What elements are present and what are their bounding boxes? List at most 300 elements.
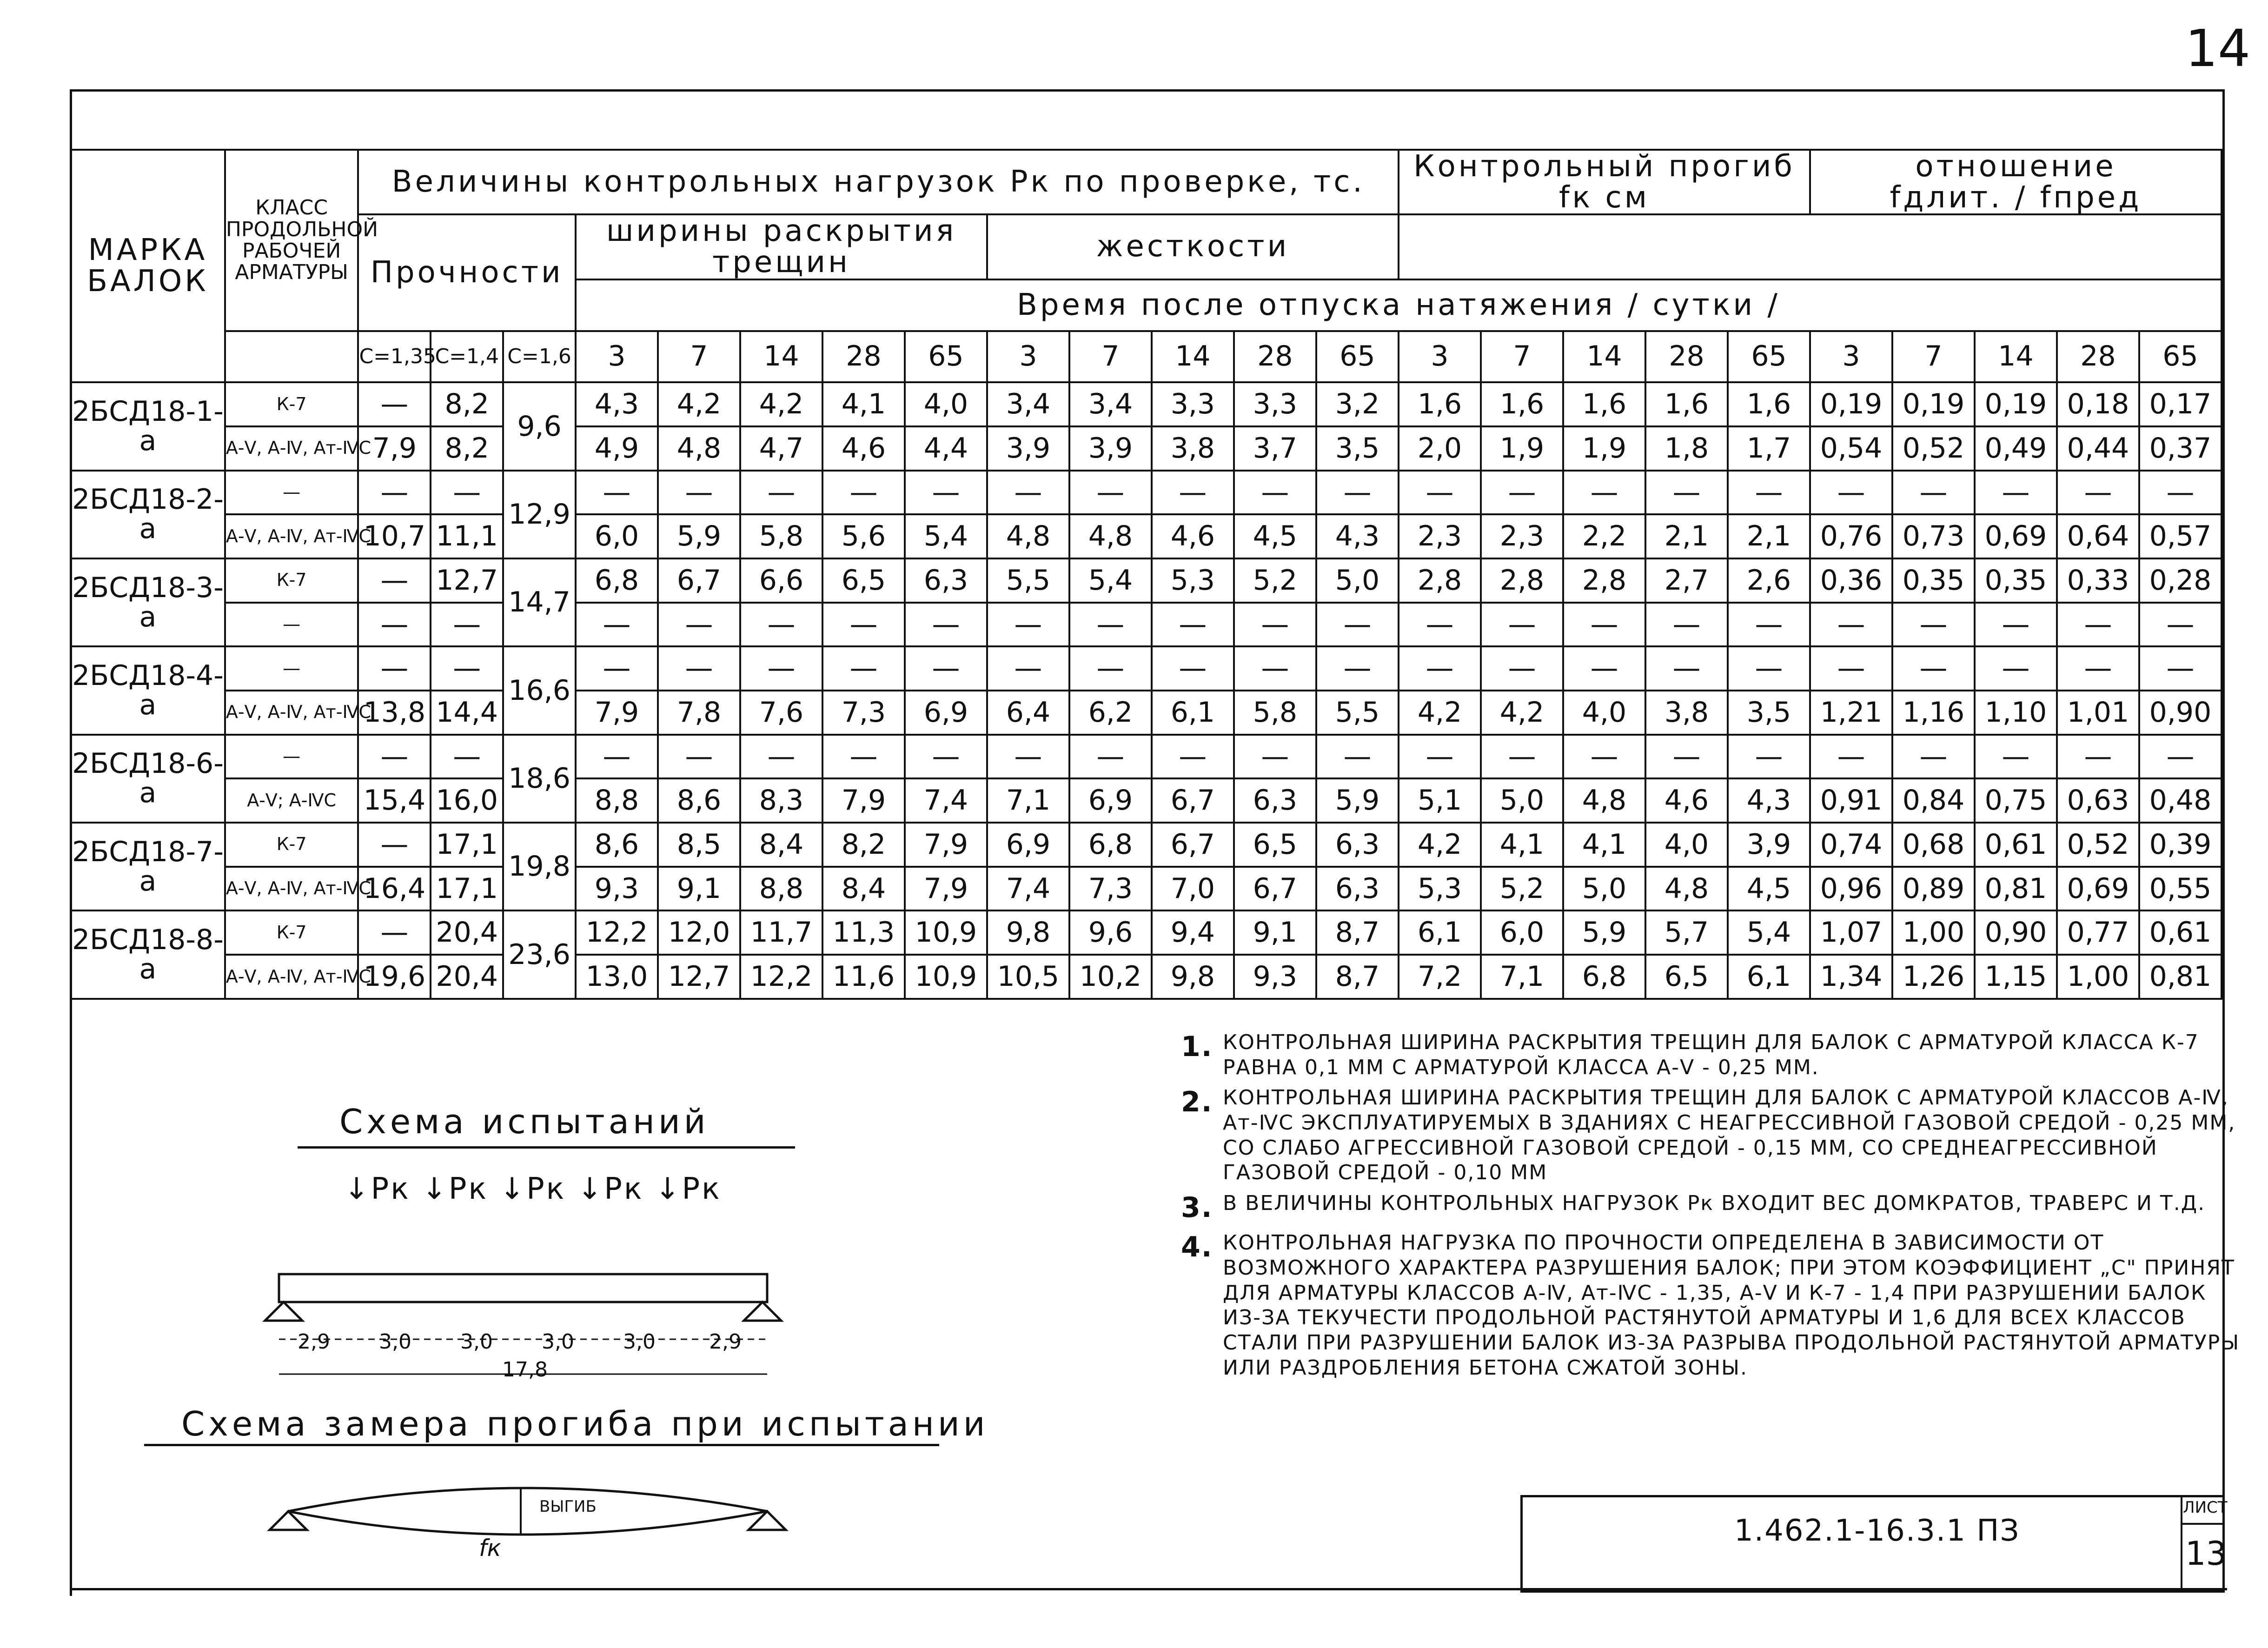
value-crack: 6,9 [905,691,987,735]
value-ratio: 0,55 [2139,867,2222,911]
header-day-defl: 3 [1399,331,1481,383]
table-row [71,910,2222,955]
strength-c14: 8,2 [431,382,503,426]
strength-c135: 19,6 [358,955,431,999]
value-stiff: 3,7 [1234,426,1316,471]
value-crack: 7,9 [822,778,905,823]
value-ratio: 0,64 [2057,514,2139,558]
strength-c14: — [431,471,503,515]
value-defl: 4,0 [1645,823,1728,867]
value-stiff: 3,3 [1152,382,1234,426]
value-stiff: 3,4 [987,382,1069,426]
strength-c135: — [358,382,431,426]
deflection-diagram [251,1474,809,1567]
value-defl: 5,4 [1728,910,1810,955]
strength-c16: 9,6 [503,382,576,470]
value-stiff: — [987,735,1069,779]
header-day-ratio: 65 [2139,331,2222,383]
value-crack: — [658,471,740,515]
value-stiff: 9,8 [987,910,1069,955]
strength-c14: — [431,646,503,691]
strength-c135: 10,7 [358,514,431,558]
value-ratio: 0,75 [1975,778,2057,823]
value-defl: 5,3 [1399,867,1481,911]
value-crack: 4,2 [658,382,740,426]
table-row [71,646,2222,691]
value-stiff: 4,5 [1234,514,1316,558]
value-crack: 6,5 [822,558,905,603]
value-defl: 7,1 [1481,955,1563,999]
table-row [71,778,2222,823]
value-defl: 2,7 [1645,558,1728,603]
reinforcement-class: А-Ⅴ, А-Ⅳ, Ат-ⅣС [225,691,358,735]
value-crack: 12,7 [658,955,740,999]
fk-label: fк [479,1535,501,1562]
header-day-crack: 14 [740,331,822,383]
value-defl: — [1563,735,1645,779]
value-crack: 4,8 [658,426,740,471]
value-ratio: 0,69 [2057,867,2139,911]
strength-c135: — [358,910,431,955]
value-crack: 11,3 [822,910,905,955]
value-defl: — [1563,603,1645,647]
value-stiff: 9,4 [1152,910,1234,955]
value-stiff: 6,4 [987,691,1069,735]
value-crack: 5,6 [822,514,905,558]
deflection-scheme-title: Схема замера прогиба при испытании [181,1404,989,1443]
strength-c16: 16,6 [503,646,576,734]
value-ratio: 0,52 [1892,426,1975,471]
value-crack: 4,0 [905,382,987,426]
value-stiff: — [987,471,1069,515]
value-ratio: — [1892,646,1975,691]
value-stiff: 3,8 [1152,426,1234,471]
value-ratio: — [2139,646,2222,691]
value-crack: — [905,471,987,515]
value-stiff: 4,6 [1152,514,1234,558]
left-support [265,1302,302,1321]
value-defl: 6,5 [1645,955,1728,999]
value-crack: — [905,646,987,691]
value-stiff: — [987,603,1069,647]
value-ratio: — [2139,471,2222,515]
reinforcement-class: К-7 [225,910,358,955]
value-stiff: 3,3 [1234,382,1316,426]
reinforcement-class: — [225,735,358,779]
value-crack: 12,2 [740,955,822,999]
value-defl: 1,7 [1728,426,1810,471]
header-blank [1399,214,2222,279]
value-ratio: 0,19 [1975,382,2057,426]
strength-c14: 16,0 [431,778,503,823]
value-crack: 6,3 [905,558,987,603]
beam-mark: 2БСД18-4-а [71,646,225,734]
value-ratio: — [1892,735,1975,779]
value-stiff: 6,8 [1069,823,1152,867]
value-defl: 2,3 [1481,514,1563,558]
value-crack: 4,1 [822,382,905,426]
value-stiff: 5,4 [1069,558,1152,603]
value-defl: — [1563,471,1645,515]
value-defl: 7,2 [1399,955,1481,999]
reinforcement-class: А-Ⅴ, А-Ⅳ, Ат-ⅣС [225,867,358,911]
header-day-defl: 28 [1645,331,1728,383]
value-stiff: — [1069,646,1152,691]
value-crack: 10,9 [905,955,987,999]
dim-5: 3,0 [623,1330,656,1354]
dim-2: 3,0 [379,1330,411,1354]
value-ratio: 0,96 [1810,867,1892,911]
value-defl: — [1399,603,1481,647]
value-crack: — [740,735,822,779]
value-stiff: — [1316,471,1399,515]
value-ratio: 0,37 [2139,426,2222,471]
value-crack: — [658,603,740,647]
value-stiff: — [1316,603,1399,647]
sheet-divider [2181,1523,2225,1525]
table-row [71,558,2222,603]
value-ratio: 0,19 [1892,382,1975,426]
beam [279,1274,767,1302]
value-crack: 8,3 [740,778,822,823]
strength-c135: 13,8 [358,691,431,735]
value-stiff: 5,5 [1316,691,1399,735]
value-stiff: 10,5 [987,955,1069,999]
value-crack: 8,6 [658,778,740,823]
control-loads-table [70,149,2222,1000]
beam-mark: 2БСД18-6-а [71,735,225,823]
value-defl: 4,5 [1728,867,1810,911]
value-ratio: 0,61 [1975,823,2057,867]
value-ratio: 0,17 [2139,382,2222,426]
reinforcement-class: А-Ⅴ, А-Ⅳ, Ат-ⅣС [225,514,358,558]
value-defl: — [1481,735,1563,779]
beam-mark: 2БСД18-1-а [71,382,225,470]
value-crack: — [905,603,987,647]
value-ratio: 0,33 [2057,558,2139,603]
value-stiff: — [1152,603,1234,647]
table-row [71,514,2222,558]
value-defl: — [1645,735,1728,779]
right-support [744,1302,781,1321]
value-stiff: — [1069,471,1152,515]
value-ratio: — [1810,735,1892,779]
page-number: 14 [2185,19,2250,78]
strength-c16: 18,6 [503,735,576,823]
value-ratio: — [1892,471,1975,515]
table-row [71,955,2222,999]
header-c16: C=1,6 [503,331,576,383]
strength-c16: 19,8 [503,823,576,910]
value-stiff: 6,9 [987,823,1069,867]
value-defl: 4,2 [1481,691,1563,735]
value-defl: 6,8 [1563,955,1645,999]
note-number: 2. [1181,1086,1213,1119]
value-stiff: 7,1 [987,778,1069,823]
value-crack: — [905,735,987,779]
value-ratio: 0,73 [1892,514,1975,558]
value-defl: 2,2 [1563,514,1645,558]
value-defl: 1,6 [1728,382,1810,426]
note-text: КОНТРОЛЬНАЯ НАГРУЗКА ПО ПРОЧНОСТИ ОПРЕДЕЛЕНА В ЗАВИСИМОСТИ ОТ ВОЗМОЖНОГО ХАРАКТЕРА РАЗРУШЕНИЯ БАЛОК; ПРИ ЭТОМ КОЭФФИЦИЕНТ „С" ПРИНЯТ ДЛЯ АРМАТУРЫ КЛАССОВ А-Ⅳ, Ат-ⅣС - 1,35, А-Ⅴ И К-7 - 1,4 ПРИ РАЗРУШЕНИИ БАЛОК ИЗ-ЗА ТЕКУЧЕСТИ ПРОДОЛЬНОЙ РАСТЯНУТОЙ АРМАТУРЫ И 1,6 ДЛЯ ВСЕХ КЛАССОВ СТАЛИ ПРИ РАЗРУШЕНИИ БАЛОК ИЗ-ЗА РАЗРЫВА ПРОДОЛЬНОЙ РАСТЯНУТОЙ АРМАТУРЫ ИЛИ РАЗДРОБЛЕНИЯ БЕТОНА СЖАТОЙ ЗОНЫ. [1223,1231,2240,1380]
value-ratio: 0,35 [1975,558,2057,603]
value-crack: — [822,646,905,691]
value-stiff: 5,5 [987,558,1069,603]
beam-mark: 2БСД18-2-а [71,471,225,558]
value-defl: 2,8 [1399,558,1481,603]
value-stiff: 3,5 [1316,426,1399,471]
reinforcement-class: — [225,646,358,691]
note-text: В ВЕЛИЧИНЫ КОНТРОЛЬНЫХ НАГРУЗОК Pк ВХОДИТ ВЕС ДОМКРАТОВ, ТРАВЕРС И Т.Д. [1223,1191,2206,1216]
value-ratio: 1,00 [1892,910,1975,955]
note-item [1181,1085,2241,1185]
dim-6: 2,9 [709,1330,742,1354]
value-crack: 7,9 [576,691,658,735]
header-c14: C=1,4 [431,331,503,383]
value-crack: — [740,646,822,691]
value-crack: — [658,735,740,779]
strength-c135: — [358,646,431,691]
reinforcement-class: К-7 [225,823,358,867]
value-stiff: 7,4 [987,867,1069,911]
value-defl: 3,5 [1728,691,1810,735]
value-stiff: — [1316,646,1399,691]
header-day-crack: 7 [658,331,740,383]
value-defl: 3,8 [1645,691,1728,735]
value-defl: 2,6 [1728,558,1810,603]
header-day-stiff: 7 [1069,331,1152,383]
strength-c16: 23,6 [503,910,576,999]
value-crack: 8,6 [576,823,658,867]
value-defl: — [1399,735,1481,779]
value-stiff: 7,3 [1069,867,1152,911]
value-defl: — [1481,603,1563,647]
value-crack: — [740,471,822,515]
value-stiff: 6,5 [1234,823,1316,867]
value-crack: — [822,603,905,647]
value-defl: — [1399,471,1481,515]
strength-c135: — [358,823,431,867]
frame-top [70,89,2222,92]
value-crack: 11,6 [822,955,905,999]
value-stiff: 3,9 [987,426,1069,471]
value-defl: 5,9 [1563,910,1645,955]
value-stiff: 3,9 [1069,426,1152,471]
value-ratio: — [1810,471,1892,515]
value-stiff: 9,3 [1234,955,1316,999]
value-stiff: 6,3 [1316,823,1399,867]
strength-c14: — [431,603,503,647]
note-number: 1. [1181,1030,1213,1063]
value-defl: 1,8 [1645,426,1728,471]
value-ratio: — [1975,735,2057,779]
value-defl: 1,6 [1481,382,1563,426]
value-stiff: — [1152,471,1234,515]
value-defl: 4,1 [1481,823,1563,867]
value-ratio: — [1975,471,2057,515]
value-ratio: — [1975,603,2057,647]
value-ratio: — [2057,603,2139,647]
reinforcement-class: А-Ⅴ, А-Ⅳ, Ат-ⅣС [225,955,358,999]
value-stiff: — [1069,735,1152,779]
value-ratio: — [1892,603,1975,647]
value-stiff: — [1234,471,1316,515]
value-crack: — [740,603,822,647]
value-defl: 1,6 [1645,382,1728,426]
value-defl: 4,8 [1645,867,1728,911]
value-stiff: — [1234,735,1316,779]
table-row [71,382,2222,426]
header-klass: КЛАСС ПРОДОЛЬНОЙ РАБОЧЕЙ АРМАТУРЫ [225,150,358,331]
header-day-crack: 65 [905,331,987,383]
value-crack: 4,2 [740,382,822,426]
note-item [1181,1191,2241,1225]
value-stiff: 4,8 [1069,514,1152,558]
value-crack: — [658,646,740,691]
beam-mark: 2БСД18-8-а [71,910,225,999]
value-crack: 7,8 [658,691,740,735]
header-c135: C=1,35 [358,331,431,383]
strength-c14: — [431,735,503,779]
strength-c135: — [358,735,431,779]
value-crack: 6,8 [576,558,658,603]
value-defl: 4,3 [1728,778,1810,823]
dim-total: 17,8 [502,1358,548,1382]
value-stiff: 6,7 [1234,867,1316,911]
header-day-stiff: 14 [1152,331,1234,383]
reinforcement-class: К-7 [225,382,358,426]
value-defl: 2,3 [1399,514,1481,558]
value-crack: — [822,735,905,779]
value-stiff: 5,9 [1316,778,1399,823]
value-ratio: 0,18 [2057,382,2139,426]
table-row [71,426,2222,471]
header-day-defl: 14 [1563,331,1645,383]
header-strength: Прочности [358,214,576,331]
header-crack-width: ширины раскрытия трещин [576,214,987,279]
note-text: КОНТРОЛЬНАЯ ШИРИНА РАСКРЫТИЯ ТРЕЩИН ДЛЯ БАЛОК С АРМАТУРОЙ КЛАССОВ А-Ⅳ, Ат-ⅣС ЭКСПЛУАТИРУЕМЫХ В ЗДАНИЯХ С НЕАГРЕССИВНОЙ ГАЗОВОЙ СРЕДОЙ - 0,25 ММ, СО СЛАБО АГРЕССИВНОЙ ГАЗОВОЙ СРЕДОЙ - 0,15 ММ, СО СРЕДНЕАГРЕССИВНОЙ ГАЗОВОЙ СРЕДОЙ - 0,10 ММ [1223,1086,2236,1185]
value-ratio: 0,90 [1975,910,2057,955]
camber-curve [288,1488,767,1511]
value-defl: — [1563,646,1645,691]
value-ratio: 1,34 [1810,955,1892,999]
value-defl: 6,0 [1481,910,1563,955]
value-crack: 8,5 [658,823,740,867]
value-ratio: 1,00 [2057,955,2139,999]
value-ratio: 0,49 [1975,426,2057,471]
value-defl: — [1728,735,1810,779]
header-day-ratio: 3 [1810,331,1892,383]
value-ratio: 0,54 [1810,426,1892,471]
value-ratio: 0,89 [1892,867,1975,911]
value-ratio: 1,16 [1892,691,1975,735]
value-stiff: 3,2 [1316,382,1399,426]
value-crack: — [576,735,658,779]
value-crack: 8,8 [740,867,822,911]
header-stiffness: жесткости [987,214,1399,279]
notes [1181,1030,2241,1386]
value-defl: 1,6 [1399,382,1481,426]
value-stiff: 8,7 [1316,910,1399,955]
value-defl: — [1728,646,1810,691]
value-crack: 6,7 [658,558,740,603]
value-stiff: 7,0 [1152,867,1234,911]
value-crack: 11,7 [740,910,822,955]
value-defl: 3,9 [1728,823,1810,867]
scheme-loads: ↓Pк ↓Pк ↓Pк ↓Pк ↓Pк [344,1172,722,1206]
value-defl: 1,9 [1481,426,1563,471]
value-ratio: — [2057,471,2139,515]
header-day-ratio: 28 [2057,331,2139,383]
table-row [71,603,2222,647]
value-ratio: 1,26 [1892,955,1975,999]
value-crack: 5,8 [740,514,822,558]
value-crack: 6,6 [740,558,822,603]
camber-label: ВЫГИБ [539,1497,597,1516]
deflection-title-underline [144,1444,939,1446]
strength-c16: 12,9 [503,471,576,558]
value-stiff: 5,2 [1234,558,1316,603]
dim-1: 2,9 [298,1330,330,1354]
value-stiff: 5,8 [1234,691,1316,735]
value-ratio: 0,69 [1975,514,2057,558]
value-stiff: 6,7 [1152,823,1234,867]
header-ratio: отношение fдлит. / fпред [1810,150,2222,214]
value-stiff: 4,8 [987,514,1069,558]
strength-c16: 14,7 [503,558,576,646]
value-ratio: 1,21 [1810,691,1892,735]
value-stiff: — [1316,735,1399,779]
value-defl: — [1399,646,1481,691]
value-defl: 2,1 [1728,514,1810,558]
document-code: 1.462.1-16.3.1 ПЗ [1734,1514,2020,1548]
value-crack: 5,4 [905,514,987,558]
value-stiff: 4,3 [1316,514,1399,558]
value-stiff: 3,4 [1069,382,1152,426]
value-crack: 8,8 [576,778,658,823]
value-crack: — [822,471,905,515]
value-ratio: — [2139,735,2222,779]
value-ratio: 0,52 [2057,823,2139,867]
value-defl: 4,6 [1645,778,1728,823]
value-ratio: 0,48 [2139,778,2222,823]
value-stiff: — [1234,646,1316,691]
value-ratio: 1,15 [1975,955,2057,999]
value-defl: 4,2 [1399,691,1481,735]
header-day-crack: 3 [576,331,658,383]
strength-c14: 14,4 [431,691,503,735]
header-deflection-sub: fк см [1559,180,1650,215]
value-stiff: 6,3 [1316,867,1399,911]
value-ratio: 0,61 [2139,910,2222,955]
table-row [71,735,2222,779]
strength-c135: — [358,603,431,647]
dim-3: 3,0 [460,1330,493,1354]
value-defl: 4,1 [1563,823,1645,867]
header-ratio-sub: fдлит. / fпред [1890,180,2142,215]
value-defl: 5,7 [1645,910,1728,955]
strength-c14: 12,7 [431,558,503,603]
value-ratio: 0,90 [2139,691,2222,735]
value-defl: 2,0 [1399,426,1481,471]
value-crack: 4,9 [576,426,658,471]
beam-mark: 2БСД18-7-а [71,823,225,910]
value-ratio: 0,77 [2057,910,2139,955]
value-ratio: 0,39 [2139,823,2222,867]
note-item [1181,1230,2241,1380]
reinforcement-class: К-7 [225,558,358,603]
header-control-loads: Величины контрольных нагрузок Pк по проверке, тс. [358,150,1399,214]
